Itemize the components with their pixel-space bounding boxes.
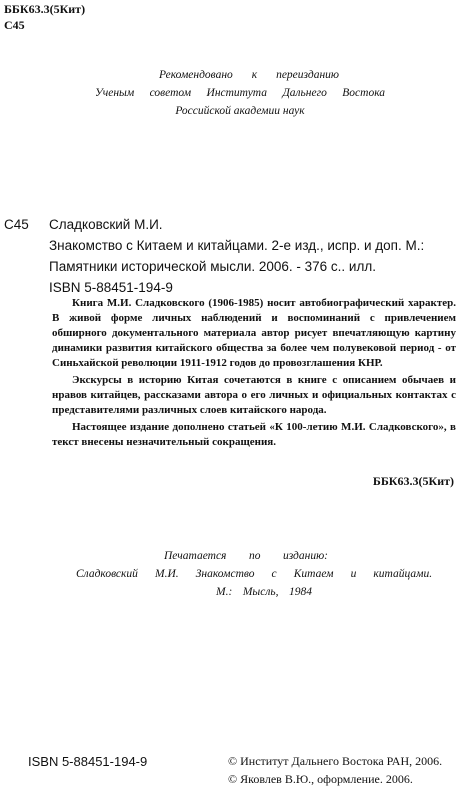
print-word: М.: <box>216 586 233 598</box>
annotation <box>52 296 456 452</box>
print-word: по <box>248 550 261 562</box>
print-word: изданию: <box>282 550 329 562</box>
rec-word: Института <box>206 87 268 99</box>
rec-word: переизданию <box>276 69 340 81</box>
author-code-top: С45 <box>4 18 25 32</box>
isbn-footer: ISBN 5-88451-194-9 <box>28 754 148 769</box>
print-word: М.И. <box>155 568 179 580</box>
print-word: и <box>350 568 357 580</box>
catalog-author: Сладковский М.И. <box>49 217 163 232</box>
rec-word: Востока <box>342 87 386 99</box>
catalog-title-line-1: Знакомство с Китаем и китайцами. 2-е изд., испр. и доп. М.: <box>49 238 425 253</box>
rec-word: Дальнего <box>282 87 327 99</box>
catalog-code: С45 <box>4 217 29 232</box>
print-word: 1984 <box>289 586 312 598</box>
print-word: Знакомство <box>195 568 255 580</box>
rec-word: к <box>251 69 258 81</box>
catalog-title-line-2: Памятники исторической мысли. 2006. - 376 с.. илл. <box>49 259 376 274</box>
print-source-line-2 <box>76 565 432 583</box>
annotation-paragraph-3: Настоящее издание дополнено статьей «К 100-летию М.И. Сладковского», в текст внесены незначительный сокращения. <box>52 421 456 448</box>
annotation-paragraph-2: Экскурсы в историю Китая сочетаются в книге с описанием обычаев и нравов китайцев, рассказами автора о его личных и официальных контактах с представителями различных слоев китайского народа. <box>52 374 456 416</box>
print-word: Мысль, <box>242 586 279 598</box>
annotation-paragraph-1: Книга М.И. Сладковского (1906-1985) носит автобиографический характер. В живой форме личных наблюдений и воспоминаний с привлечением обширного документального материала автор рисует впечатляющую картину динамики развития китайского общества за более чем полувековой период - от Синьхайской революции 1911-1912 годов до провозглашения КНР. <box>52 297 456 369</box>
catalog-entry <box>4 214 456 298</box>
print-word: Сладковский <box>76 568 138 580</box>
copyright-design: © Яковлев В.Ю., оформление. 2006. <box>228 772 413 786</box>
rec-word: Рекомендовано <box>159 69 233 81</box>
print-source-block <box>76 547 432 601</box>
rec-word: Ученым <box>95 87 135 99</box>
recommendation-block <box>95 66 385 120</box>
print-word: с <box>271 568 277 580</box>
print-word: Печатается <box>164 550 227 562</box>
catalog-isbn: ISBN 5-88451-194-9 <box>49 280 173 295</box>
recommendation-line-2 <box>95 84 385 102</box>
print-word: китайцами. <box>373 568 433 580</box>
bbk-index-top: ББК63.3(5Кит) <box>4 2 86 16</box>
recommendation-line-3: Российской академии наук <box>175 105 305 117</box>
print-word: Китаем <box>293 568 334 580</box>
print-source-line-1 <box>76 547 432 565</box>
print-source-line-3 <box>76 583 432 601</box>
recommendation-line-1 <box>95 66 385 84</box>
bbk-index-bottom: ББК63.3(5Кит) <box>372 474 454 488</box>
rec-word: советом <box>149 87 192 99</box>
copyright-institute: © Институт Дальнего Востока РАН, 2006. <box>228 754 443 768</box>
